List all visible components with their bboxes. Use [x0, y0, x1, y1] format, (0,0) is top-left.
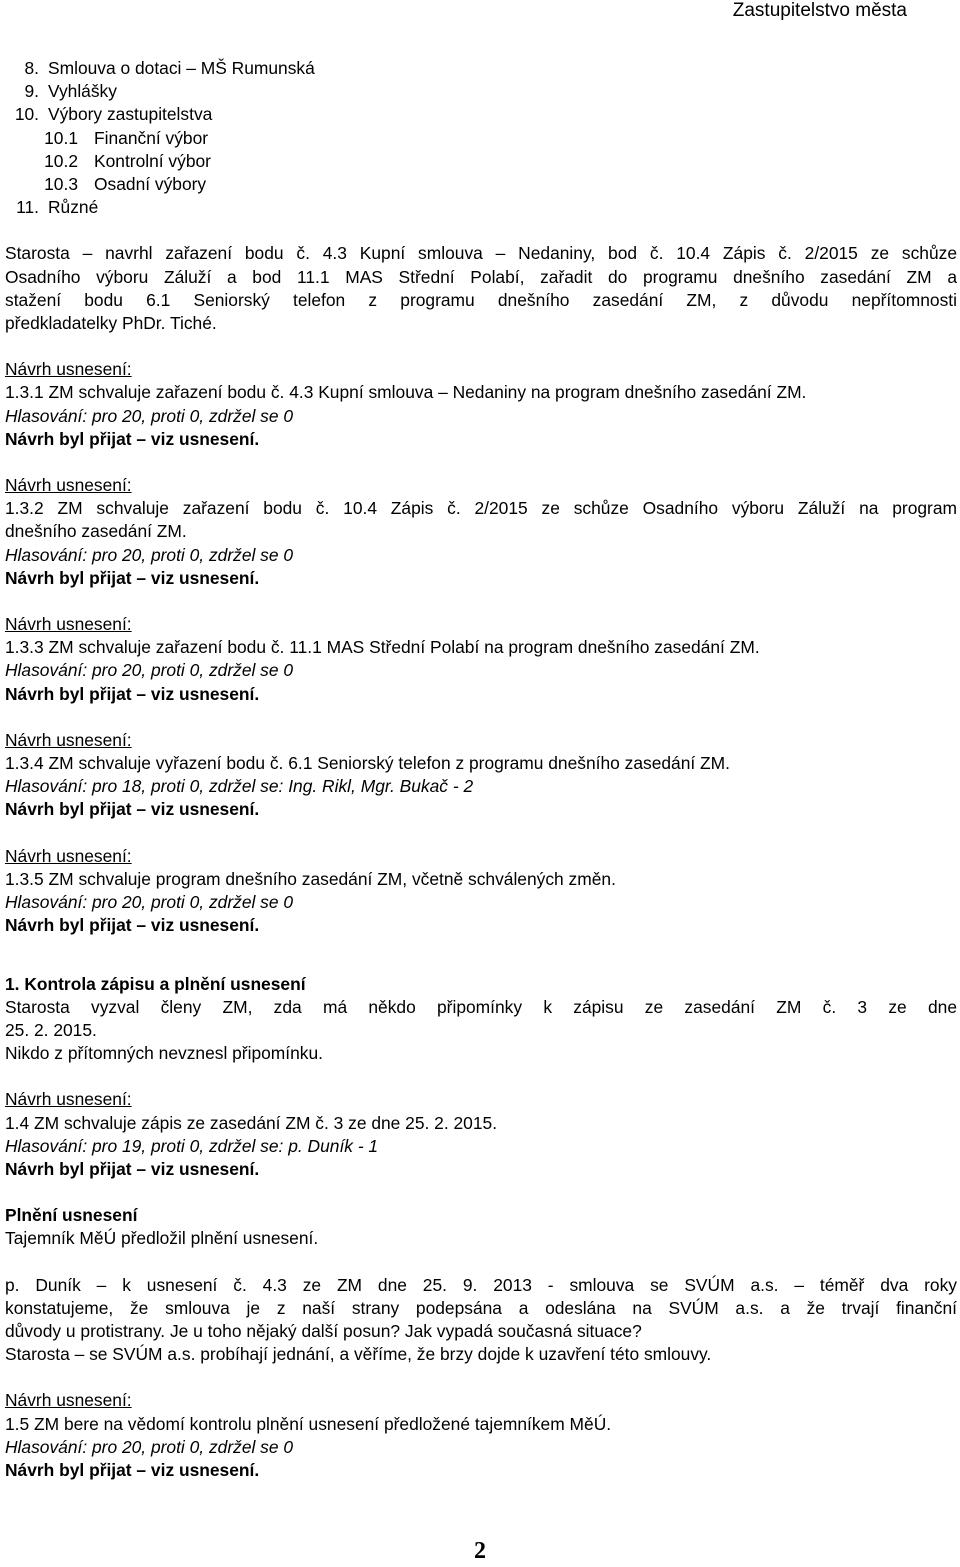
paragraph-line: předkladatelky PhDr. Tiché.	[5, 313, 217, 334]
vote-result: Hlasování: pro 19, proti 0, zdržel se: p. Duník - 1	[5, 1135, 379, 1156]
intro-paragraph	[5, 242, 957, 335]
resolution-text: 1.3.2 ZM schvaluje zařazení bodu č. 10.4 Zápis č. 2/2015 ze schůze Osadního výboru Záluží na program	[5, 498, 957, 519]
vote-result: Hlasování: pro 20, proti 0, zdržel se 0	[5, 660, 294, 681]
resolution-outcome: Návrh byl přijat – viz usnesení.	[5, 567, 260, 588]
resolution-block	[5, 1389, 957, 1482]
resolution-text: 1.3.3 ZM schvaluje zařazení bodu č. 11.1 MAS Střední Polabí na program dnešního zasedání ZM.	[5, 637, 760, 658]
list-item-number: 10.	[14, 104, 39, 125]
list-item-number: 11.	[16, 197, 39, 218]
paragraph-line: stažení bodu 6.1 Seniorský telefon z programu dnešního zasedání ZM, z důvodu nepřítomnosti	[5, 289, 957, 310]
list-item	[5, 196, 957, 219]
resolution-outcome: Návrh byl přijat – viz usnesení.	[5, 799, 260, 820]
resolution-outcome: Návrh byl přijat – viz usnesení.	[5, 915, 260, 936]
resolution-text: 1.3.4 ZM schvaluje vyřazení bodu č. 6.1 Seniorský telefon z programu dnešního zasedání ZM.	[5, 753, 730, 774]
list-subitem	[5, 127, 957, 150]
section-plneni	[5, 1204, 957, 1482]
paragraph-line: důvody u protistrany. Je u toho nějaký další posun? Jak vypadá současná situace?	[5, 1320, 642, 1341]
list-item-number: 10.2	[44, 150, 78, 171]
page-number: 2	[474, 1538, 486, 1564]
list-item-label: Osadní výbory	[94, 174, 207, 195]
resolution-heading: Návrh usnesení:	[5, 845, 132, 866]
list-item-number: 10.3	[44, 174, 78, 195]
paragraph-line: Starosta vyzval členy ZM, zda má někdo připomínky k zápisu ze zasedání ZM č. 3 ze dne	[5, 996, 957, 1017]
document-body	[5, 57, 957, 1482]
paragraph-line: p. Duník – k usnesení č. 4.3 ze ZM dne 25. 9. 2013 - smlouva se SVÚM a.s. – téměř dva roky	[5, 1274, 957, 1295]
paragraph-line: konstatujeme, že smlouva je z naší strany podepsána a odeslána na SVÚM a.s. a že trvají finanční	[5, 1297, 957, 1318]
resolution-outcome: Návrh byl přijat – viz usnesení.	[5, 683, 260, 704]
resolution-text: 1.4 ZM schvaluje zápis ze zasedání ZM č. 3 ze dne 25. 2. 2015.	[5, 1112, 498, 1133]
resolution-heading: Návrh usnesení:	[5, 1390, 132, 1411]
resolution-text: 1.3.1 ZM schvaluje zařazení bodu č. 4.3 Kupní smlouva – Nedaniny na program dnešního zasedání ZM.	[5, 382, 807, 403]
list-item-label: Výbory zastupitelstva	[48, 104, 213, 125]
resolution-outcome: Návrh byl přijat – viz usnesení.	[5, 1158, 260, 1179]
paragraph-line: Osadního výboru Záluží a bod 11.1 MAS Střední Polabí, zařadit do programu dnešního zasedání ZM a	[5, 266, 957, 287]
vote-result: Hlasování: pro 20, proti 0, zdržel se 0	[5, 1436, 294, 1457]
list-item-label: Kontrolní výbor	[94, 150, 211, 171]
list-item-label: Smlouva o dotaci – MŠ Rumunská	[48, 58, 315, 78]
list-item-label: Vyhlášky	[48, 81, 117, 102]
list-item	[5, 57, 957, 80]
section-title: 1. Kontrola zápisu a plnění usnesení	[5, 973, 306, 994]
paragraph-line: 25. 2. 2015.	[5, 1019, 97, 1040]
resolution-heading: Návrh usnesení:	[5, 729, 132, 750]
list-item-number: 8.	[24, 58, 39, 78]
list-item-label: Finanční výbor	[94, 127, 209, 148]
resolution-heading: Návrh usnesení:	[5, 1089, 132, 1110]
agenda-list	[5, 57, 957, 219]
resolution-heading: Návrh usnesení:	[5, 614, 132, 635]
vote-result: Hlasování: pro 20, proti 0, zdržel se 0	[5, 405, 294, 426]
paragraph-line: Starosta – navrhl zařazení bodu č. 4.3 Kupní smlouva – Nedaniny, bod č. 10.4 Zápis č. 2/2015 ze schůze	[5, 243, 957, 264]
resolution-block	[5, 729, 957, 822]
list-subitem	[5, 150, 957, 173]
resolution-heading: Návrh usnesení:	[5, 359, 132, 380]
resolution-text: 1.3.5 ZM schvaluje program dnešního zasedání ZM, včetně schválených změn.	[5, 868, 616, 889]
vote-result: Hlasování: pro 18, proti 0, zdržel se: Ing. Rikl, Mgr. Bukač - 2	[5, 776, 474, 797]
resolution-block	[5, 613, 957, 706]
resolution-block	[5, 474, 957, 590]
list-item-number: 10.1	[44, 127, 78, 148]
list-subitem	[5, 173, 957, 196]
resolution-block	[5, 358, 957, 451]
section-title: Plnění usnesení	[5, 1205, 138, 1226]
running-header: Zastupitelstvo města	[732, 0, 907, 21]
resolution-outcome: Návrh byl přijat – viz usnesení.	[5, 1459, 260, 1480]
paragraph-line: Tajemník MěÚ předložil plnění usnesení.	[5, 1228, 319, 1249]
paragraph-line: Starosta – se SVÚM a.s. probíhají jednání, a věříme, že brzy dojde k uzavření této smlouvy.	[5, 1344, 712, 1365]
vote-result: Hlasování: pro 20, proti 0, zdržel se 0	[5, 544, 294, 565]
resolution-outcome: Návrh byl přijat – viz usnesení.	[5, 428, 260, 449]
resolution-heading: Návrh usnesení:	[5, 475, 132, 496]
section-kontrola	[5, 973, 957, 1182]
resolution-text: 1.5 ZM bere na vědomí kontrolu plnění usnesení předložené tajemníkem MěÚ.	[5, 1413, 612, 1434]
vote-result: Hlasování: pro 20, proti 0, zdržel se 0	[5, 892, 294, 913]
resolution-block	[5, 845, 957, 938]
list-item-number: 9.	[24, 81, 39, 102]
list-item	[5, 103, 957, 126]
resolution-block	[5, 1088, 957, 1181]
paragraph-line: Nikdo z přítomných nevznesl připomínku.	[5, 1043, 323, 1064]
list-item-label: Různé	[48, 197, 99, 218]
list-item	[5, 80, 957, 103]
resolution-text: dnešního zasedání ZM.	[5, 521, 187, 542]
